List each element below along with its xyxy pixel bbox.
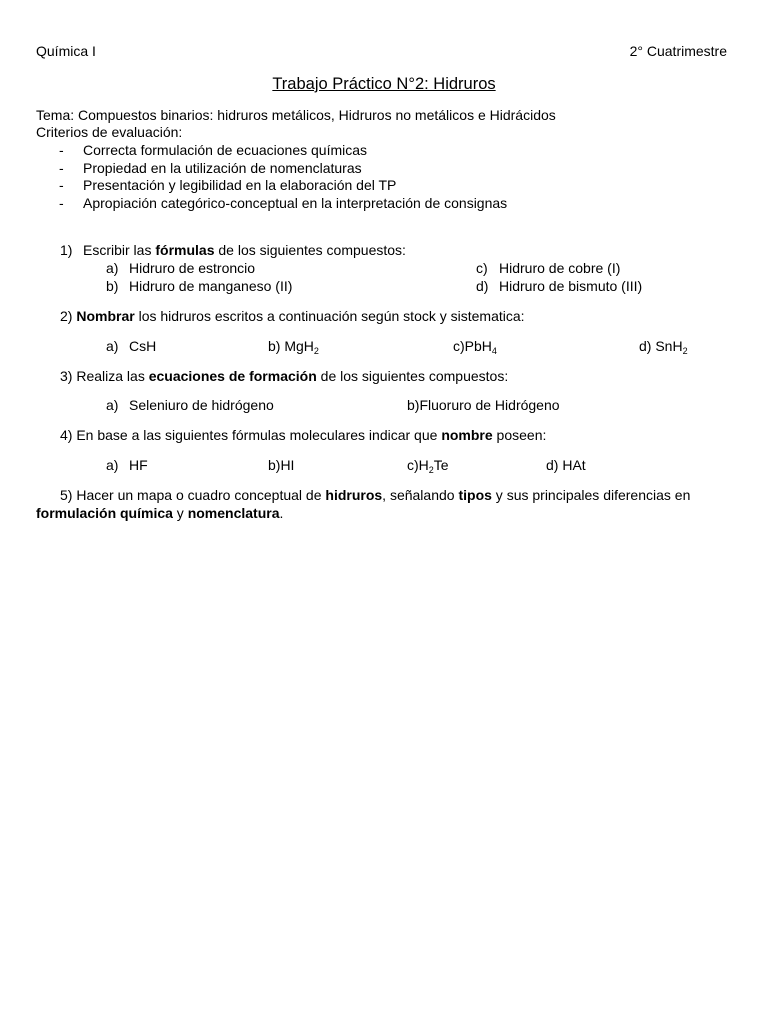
q5-statement-line1 bbox=[60, 487, 690, 504]
q5-text: , señalando bbox=[382, 487, 459, 503]
q1-statement bbox=[83, 242, 406, 259]
q1-text-pre: Escribir las bbox=[83, 242, 156, 258]
q5-text-bold: hidruros bbox=[325, 487, 383, 503]
q2-item-letter: a) bbox=[106, 338, 119, 354]
q4-item-letter: a) bbox=[106, 457, 119, 473]
q5-text: y bbox=[172, 505, 188, 521]
formula-subscript: 2 bbox=[428, 465, 434, 475]
q2-item-formula bbox=[639, 338, 688, 355]
q5-text-bold: formulación química bbox=[36, 505, 173, 521]
q5-text: . bbox=[279, 505, 284, 521]
q4-item-formula bbox=[407, 457, 449, 474]
criteria-item: Propiedad en la utilización de nomenclaturas bbox=[83, 160, 362, 176]
formula-text: c)H bbox=[407, 457, 429, 473]
q2-text-post: los hidruros escritos a continuación según stock y sistematica: bbox=[134, 308, 525, 324]
criteria-bullet: - bbox=[59, 195, 64, 211]
formula-subscript: 4 bbox=[491, 346, 497, 356]
criteria-bullet: - bbox=[59, 160, 64, 176]
q1-item-letter: c) bbox=[476, 260, 488, 276]
formula-text: b) MgH bbox=[268, 338, 314, 354]
q2-item-formula: CsH bbox=[129, 338, 157, 354]
formula-text: d) SnH bbox=[639, 338, 683, 354]
q3-item-letter: a) bbox=[106, 397, 119, 413]
q1-item-letter: d) bbox=[476, 278, 489, 294]
topic-line: Tema: Compuestos binarios: hidruros metálicos, Hidruros no metálicos e Hidrácidos bbox=[36, 107, 556, 123]
q3-item-text: Seleniuro de hidrógeno bbox=[129, 397, 274, 413]
q5-text-bold: tipos bbox=[458, 487, 492, 503]
criteria-item: Apropiación categórico-conceptual en la interpretación de consignas bbox=[83, 195, 508, 211]
q3-item-text: b)Fluoruro de Hidrógeno bbox=[407, 397, 560, 413]
q5-text: 5) Hacer un mapa o cuadro conceptual de bbox=[60, 487, 326, 503]
q1-item-text: Hidruro de cobre (I) bbox=[499, 260, 621, 276]
q1-number: 1) bbox=[60, 242, 73, 258]
q2-text-bold: Nombrar bbox=[76, 308, 135, 324]
q1-item-text: Hidruro de manganeso (II) bbox=[129, 278, 293, 294]
q2-statement bbox=[60, 308, 525, 325]
header-term: 2° Cuatrimestre bbox=[629, 43, 727, 59]
q4-text-bold: nombre bbox=[441, 427, 493, 443]
formula-text: c)PbH bbox=[453, 338, 492, 354]
q3-statement bbox=[60, 368, 508, 385]
page-title: Trabajo Práctico N°2: Hidruros bbox=[272, 75, 496, 93]
q1-text-bold: fórmulas bbox=[155, 242, 215, 258]
q2-item-formula bbox=[268, 338, 319, 355]
q1-item-letter: b) bbox=[106, 278, 119, 294]
q3-text-post: de los siguientes compuestos: bbox=[316, 368, 509, 384]
q3-text-bold: ecuaciones de formación bbox=[148, 368, 317, 384]
q2-text-pre: 2) bbox=[60, 308, 77, 324]
formula-subscript: 2 bbox=[682, 346, 688, 356]
formula-subscript: 2 bbox=[313, 346, 319, 356]
q4-text-pre: 4) En base a las siguientes fórmulas moleculares indicar que bbox=[60, 427, 442, 443]
q1-item-letter: a) bbox=[106, 260, 119, 276]
q1-item-text: Hidruro de bismuto (III) bbox=[499, 278, 643, 294]
q4-statement bbox=[60, 427, 546, 444]
criteria-bullet: - bbox=[59, 142, 64, 158]
q5-statement-line2 bbox=[36, 505, 283, 522]
q5-text-bold: nomenclatura bbox=[187, 505, 280, 521]
header-course: Química I bbox=[36, 43, 96, 59]
criteria-item: Presentación y legibilidad en la elaboración del TP bbox=[83, 177, 397, 193]
criteria-bullet: - bbox=[59, 177, 64, 193]
criteria-label: Criterios de evaluación: bbox=[36, 124, 183, 140]
q4-item-formula: HF bbox=[129, 457, 148, 473]
q5-text: y sus principales diferencias en bbox=[491, 487, 691, 503]
formula-text: Te bbox=[433, 457, 449, 473]
q1-text-post: de los siguientes compuestos: bbox=[214, 242, 406, 258]
q4-item-formula: d) HAt bbox=[546, 457, 586, 473]
q1-item-text: Hidruro de estroncio bbox=[129, 260, 256, 276]
q4-text-post: poseen: bbox=[492, 427, 547, 443]
q3-text-pre: 3) Realiza las bbox=[60, 368, 149, 384]
q2-item-formula bbox=[453, 338, 497, 355]
q4-item-formula: b)HI bbox=[268, 457, 295, 473]
criteria-item: Correcta formulación de ecuaciones químicas bbox=[83, 142, 368, 158]
